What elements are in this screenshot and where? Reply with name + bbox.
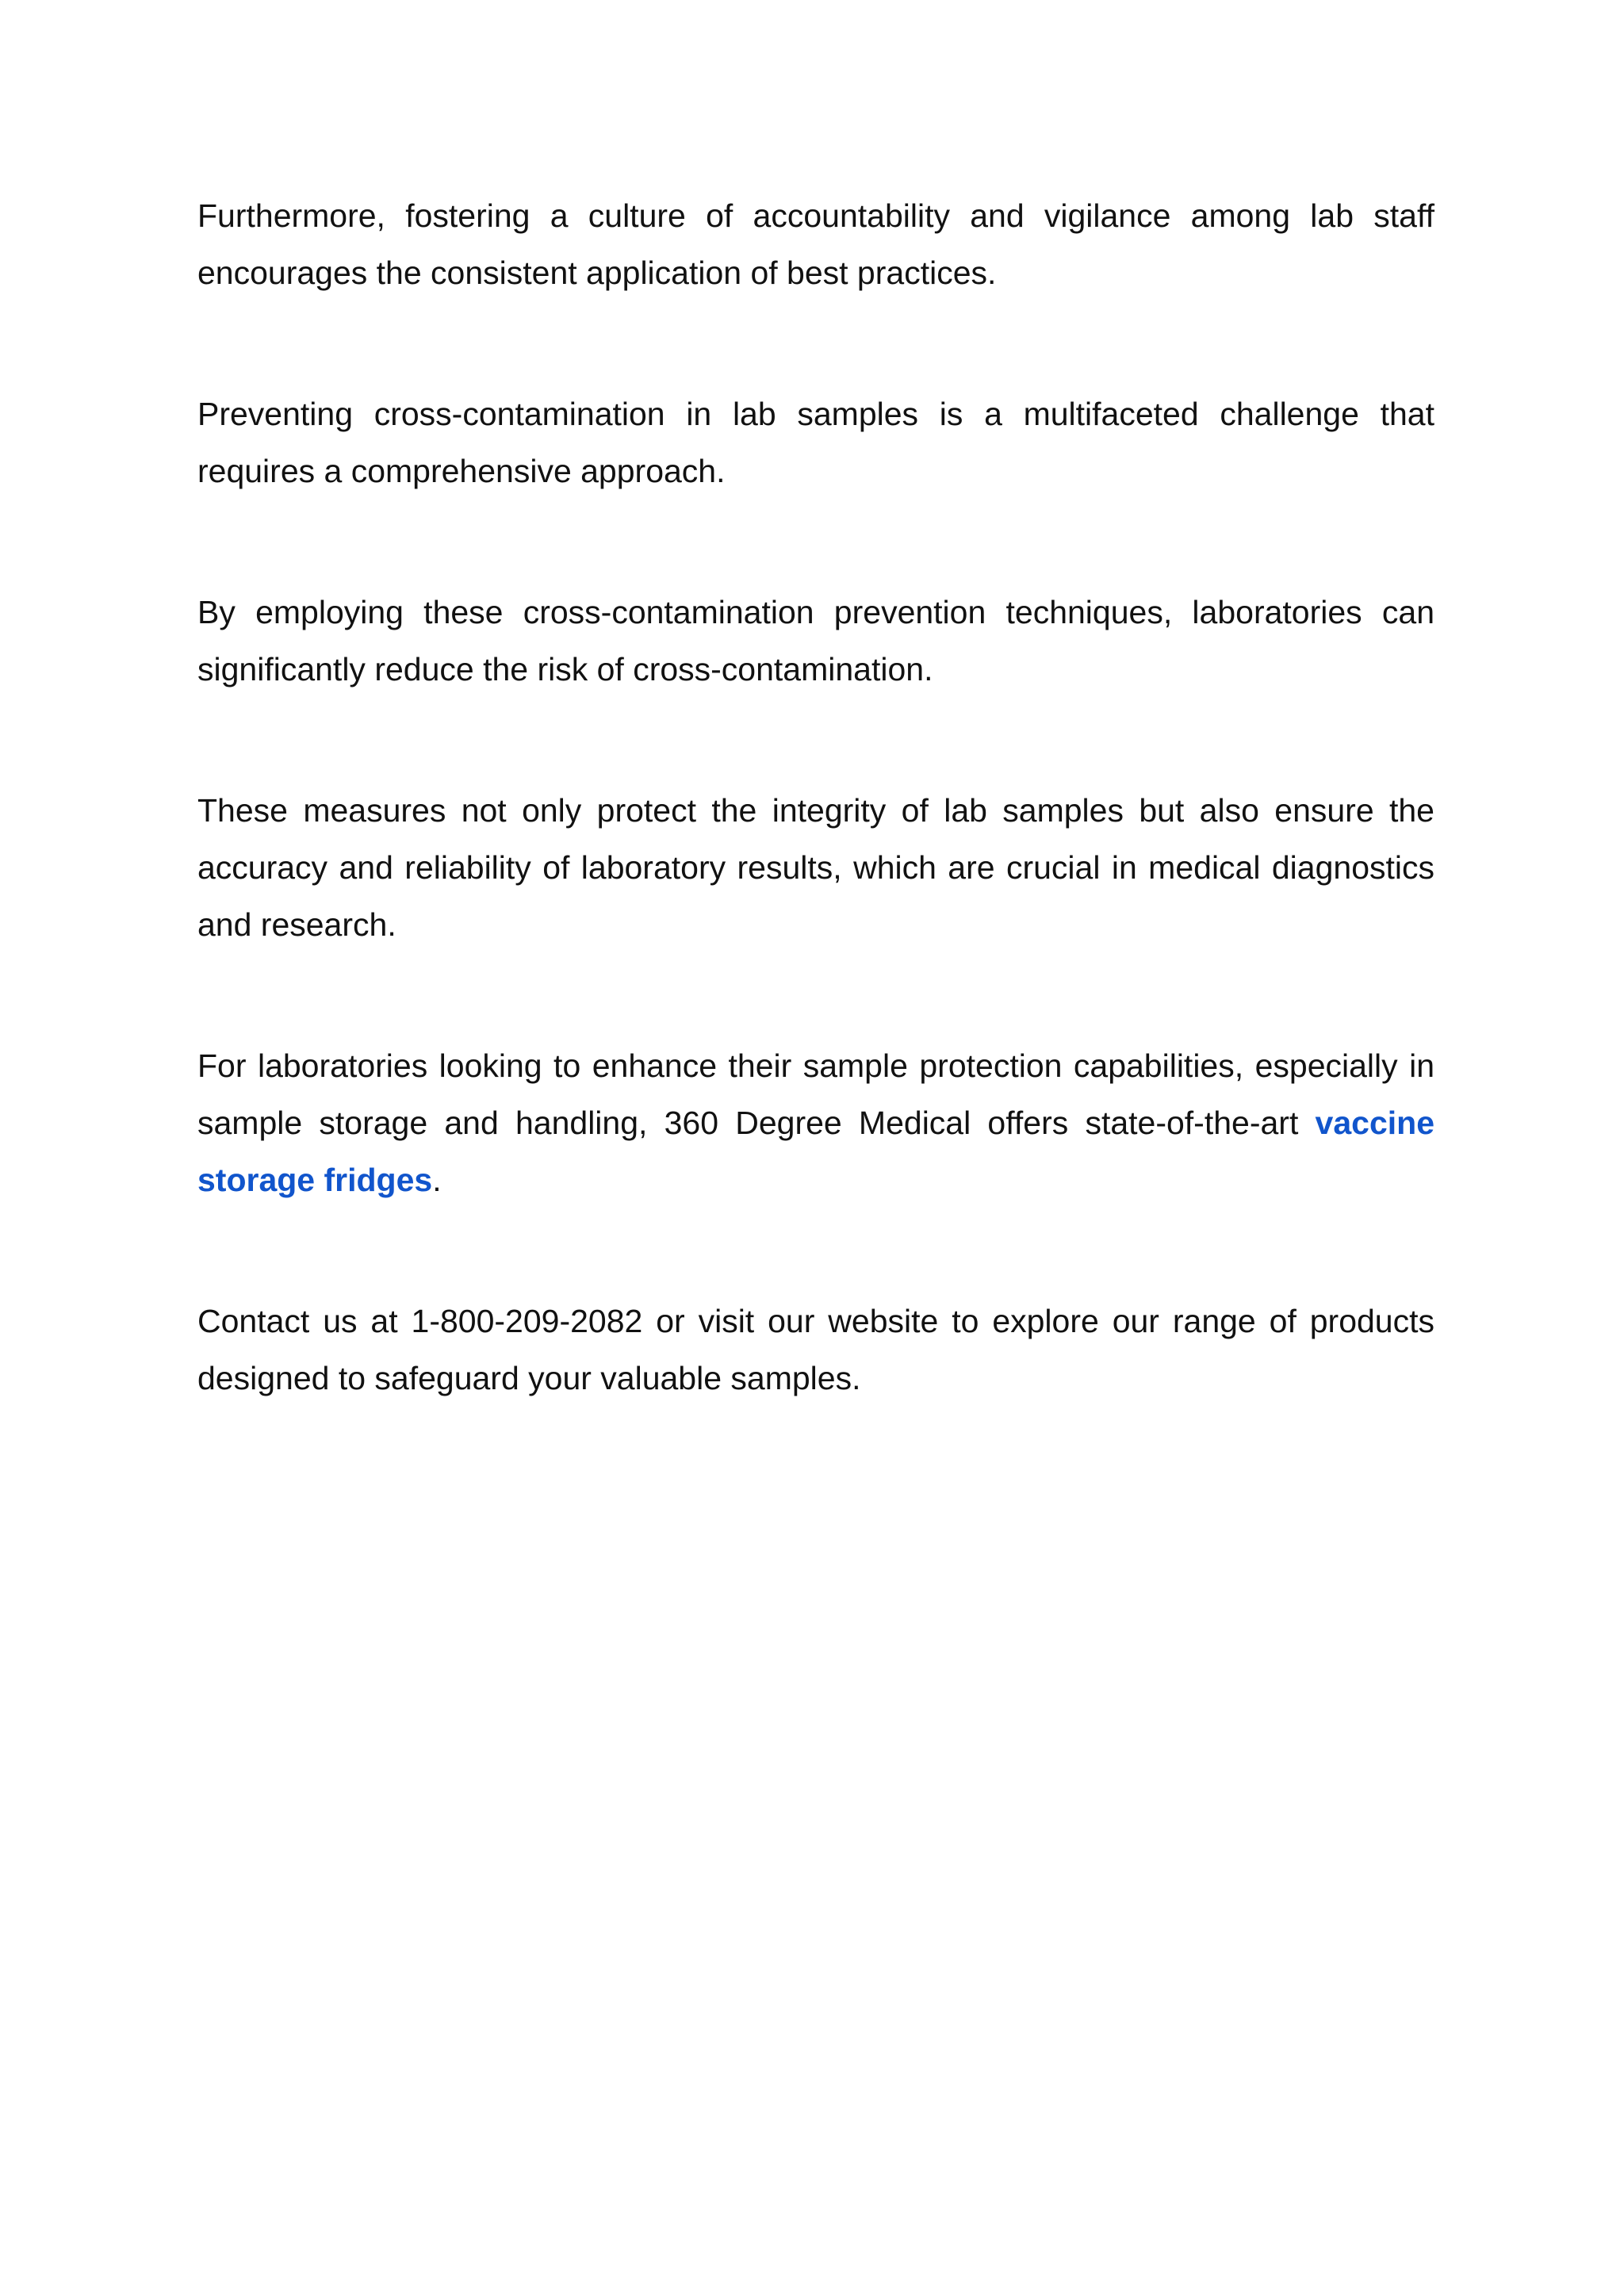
- document-body: [197, 187, 1434, 1407]
- paragraph-challenge: Preventing cross-contamination in lab samples is a multifaceted challenge that requires a comprehensive approach.: [197, 396, 1434, 489]
- offer-suffix: .: [432, 1162, 442, 1198]
- offer-text: For laboratories looking to enhance their sample protection capabilities, especially in sample storage and handling, 360 Degree Medical offers state-of-the-art: [197, 1047, 1434, 1141]
- paragraph-contact: Contact us at 1-800-209-2082 or visit our website to explore our range of products designed to safeguard your valuable samples.: [197, 1303, 1434, 1396]
- paragraph-offer: [197, 1037, 1434, 1208]
- vaccine-storage-fridges-link[interactable]: vaccine storage fridges: [197, 1105, 1434, 1198]
- paragraph-accountability: Furthermore, fostering a culture of accountability and vigilance among lab staff encourages the consistent application of best practices.: [197, 197, 1434, 291]
- paragraph-measures: These measures not only protect the integrity of lab samples but also ensure the accuracy and reliability of laboratory results, which are crucial in medical diagnostics and research.: [197, 792, 1434, 943]
- paragraph-techniques: By employing these cross-contamination prevention techniques, laboratories can significantly reduce the risk of cross-contamination.: [197, 594, 1434, 687]
